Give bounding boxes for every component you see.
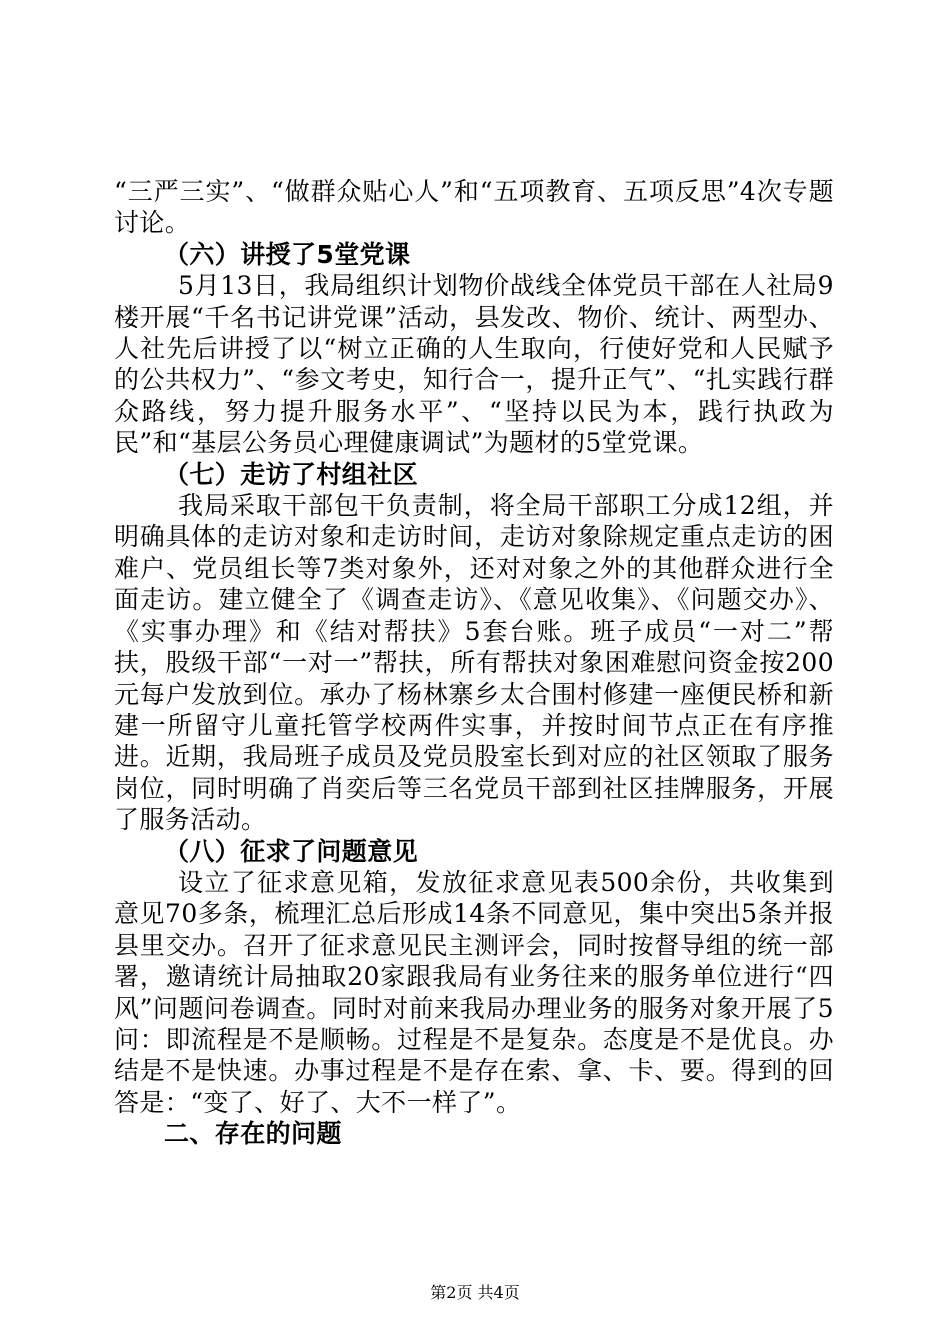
intro-paragraph: “三严三实”、“做群众贴心人”和“五项教育、五项反思”4次专题讨论。 bbox=[114, 177, 834, 238]
section-8-paragraph: 设立了征求意见箱，发放征求意见表500余份，共收集到意见70多条，梳理汇总后形成14条不同意见，集中突出5条并报县里交办。召开了征求意见民主测评会，同时按督导组的统一部署，邀请统计局抽取20家跟我局有业务往来的服务单位进行“四风”问题问卷调查。同时对前来我局办理业务的服务对象开展了5问：即流程是不是顺畅。过程是不是复杂。态度是不是优良。办结是不是快速。办事过程是不是存在索、拿、卡、要。得到的回答是：“变了、好了、大不一样了”。 bbox=[114, 867, 834, 1117]
section-6-heading: （六）讲授了5堂党课 bbox=[164, 239, 411, 269]
section-2-heading: 二、存在的问题 bbox=[164, 1119, 342, 1149]
document-body bbox=[114, 176, 834, 1150]
page-number-label: 第2页 共4页 bbox=[430, 1283, 520, 1302]
page-footer bbox=[0, 1283, 950, 1303]
section-7-heading: （七）走访了村组社区 bbox=[164, 459, 419, 489]
section-6-paragraph: 5月13日，我局组织计划物价战线全体党员干部在人社局9楼开展“千名书记讲党课”活动，县发改、物价、统计、两型办、人社先后讲授了以“树立正确的人生取向，行使好党和人民赋予的公共权力”、“参文考史，知行合一，提升正气”、“扎实践行群众路线，努力提升服务水平”、“坚持以民为本，践行执政为民”和“基层公务员心理健康调试”为题材的5堂党课。 bbox=[114, 271, 834, 458]
section-7-paragraph: 我局采取干部包干负责制，将全局干部职工分成12组，并明确具体的走访对象和走访时间，走访对象除规定重点走访的困难户、党员组长等7类对象外，还对对象之外的其他群众进行全面走访。建立健全了《调查走访》、《意见收集》、《问题交办》、《实事办理》和《结对帮扶》5套台账。班子成员“一对二”帮扶，股级干部“一对一”帮扶，所有帮扶对象困难慰问资金按200元每户发放到位。承办了杨林寨乡太合围村修建一座便民桥和新建一所留守儿童托管学校两件实事，并按时间节点正在有序推进。近期，我局班子成员及党员股室长到对应的社区领取了服务岗位，同时明确了肖奕后等三名党员干部到社区挂牌服务，开展了服务活动。 bbox=[114, 491, 834, 835]
section-8-heading: （八）征求了问题意见 bbox=[164, 836, 419, 866]
